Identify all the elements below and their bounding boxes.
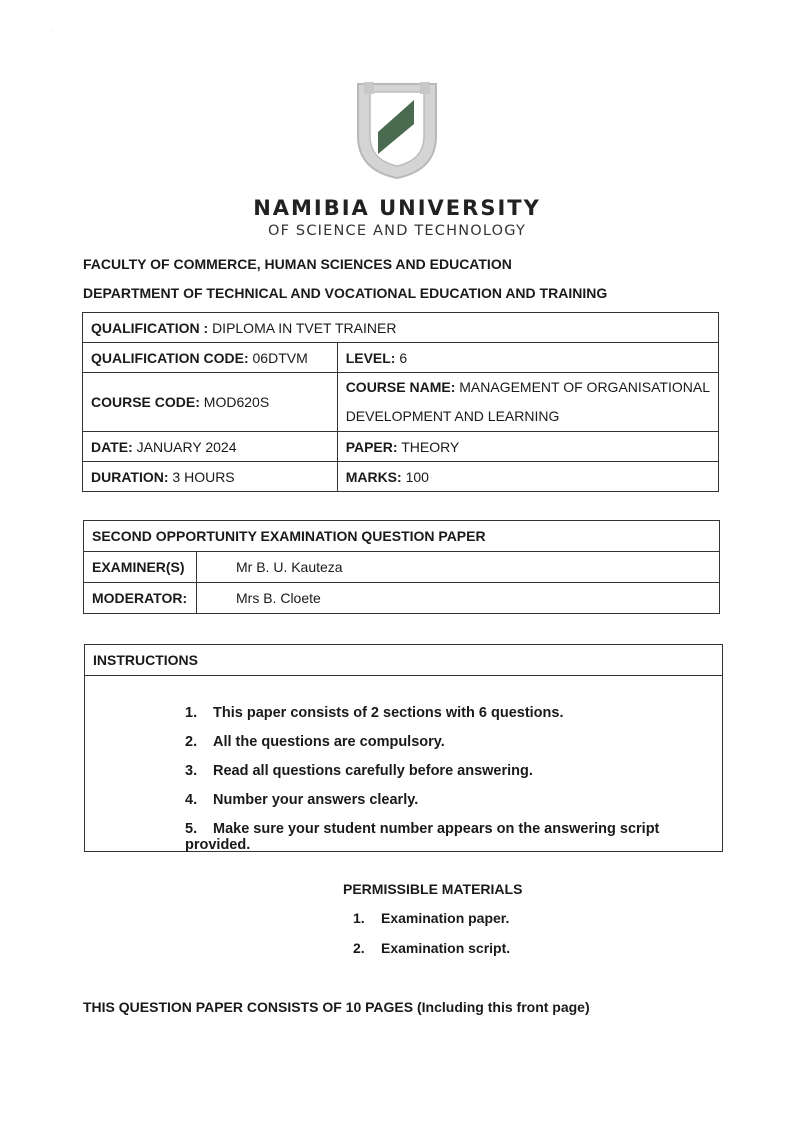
instructions-title: INSTRUCTIONS — [85, 645, 722, 676]
duration-marks-row — [83, 462, 719, 492]
marks-label: MARKS: — [345, 468, 402, 485]
qualification-value: DIPLOMA IN TVET TRAINER — [212, 319, 397, 336]
moderator-label: MODERATOR: — [84, 583, 197, 614]
duration-label: DURATION: — [91, 468, 169, 485]
university-name: NAMIBIA UNIVERSITY — [253, 196, 541, 220]
material-number: 1. — [353, 910, 365, 926]
instruction-text: Read all questions carefully before answering. — [213, 763, 533, 779]
qualification-code-cell — [83, 343, 338, 373]
material-item — [353, 910, 510, 940]
department-heading: DEPARTMENT OF TECHNICAL AND VOCATIONAL EDUCATION AND TRAINING — [83, 285, 608, 301]
examiner-row — [84, 552, 720, 583]
course-name-cell — [337, 373, 718, 432]
instruction-number: 4. — [185, 792, 198, 808]
date-label: DATE: — [91, 438, 133, 455]
course-code-value: MOD620S — [203, 394, 270, 410]
instruction-number: 3. — [185, 763, 198, 779]
code-level-row — [83, 343, 719, 373]
instructions-box — [84, 644, 723, 852]
moderator-value: Mrs B. Cloete — [197, 583, 720, 614]
material-text: Examination script. — [381, 940, 511, 956]
course-row — [83, 373, 719, 432]
permissible-materials-list — [353, 910, 510, 970]
examiner-value: Mr B. U. Kauteza — [197, 552, 720, 583]
material-number: 2. — [353, 940, 365, 956]
course-name-label: COURSE NAME: — [345, 379, 456, 395]
instructions-list — [185, 705, 722, 853]
marks-cell — [337, 462, 718, 492]
instruction-item — [185, 792, 722, 821]
instruction-text: This paper consists of 2 sections with 6 questions. — [213, 705, 564, 721]
date-value: JANUARY 2024 — [136, 438, 237, 455]
paper-cell — [337, 432, 718, 462]
scan-speck: · — [52, 28, 54, 34]
instruction-item — [185, 734, 722, 763]
paper-label: PAPER: — [345, 438, 398, 455]
exam-title-row — [84, 521, 720, 552]
paper-value: THEORY — [401, 438, 460, 455]
course-code-label: COURSE CODE: — [91, 394, 200, 410]
duration-cell — [83, 462, 338, 492]
material-text: Examination paper. — [381, 910, 510, 926]
qualification-code-label: QUALIFICATION CODE: — [91, 349, 249, 366]
moderator-row — [84, 583, 720, 614]
qualification-cell — [83, 313, 719, 343]
qualification-table — [82, 312, 719, 492]
instruction-number: 1. — [185, 705, 198, 721]
marks-value: 100 — [405, 468, 429, 485]
instruction-text: Make sure your student number appears on the answering script provided. — [185, 821, 660, 853]
exam-title: SECOND OPPORTUNITY EXAMINATION QUESTION PAPER — [84, 521, 720, 552]
course-name-value-line1: MANAGEMENT OF ORGANISATIONAL — [459, 379, 710, 395]
qualification-row — [83, 313, 719, 343]
level-value: 6 — [399, 349, 408, 366]
examination-table — [83, 520, 720, 614]
instruction-item — [185, 821, 722, 853]
date-paper-row — [83, 432, 719, 462]
level-cell — [337, 343, 718, 373]
instruction-text: Number your answers clearly. — [213, 792, 419, 808]
faculty-heading: FACULTY OF COMMERCE, HUMAN SCIENCES AND EDUCATION — [83, 256, 512, 272]
permissible-materials-title: PERMISSIBLE MATERIALS — [343, 881, 523, 897]
duration-value: 3 HOURS — [172, 468, 235, 485]
qualification-label: QUALIFICATION : — [91, 319, 209, 336]
course-code-cell — [83, 373, 338, 432]
instruction-number: 5. — [185, 821, 198, 837]
course-name-value-line2: DEVELOPMENT AND LEARNING — [345, 408, 560, 424]
instruction-number: 2. — [185, 734, 198, 750]
university-logo — [352, 78, 442, 180]
date-cell — [83, 432, 338, 462]
instruction-item — [185, 705, 722, 734]
university-subtitle: OF SCIENCE AND TECHNOLOGY — [267, 223, 527, 239]
level-label: LEVEL: — [345, 349, 396, 366]
material-item — [353, 940, 510, 970]
qualification-code-value: 06DTVM — [252, 349, 308, 366]
instruction-text: All the questions are compulsory. — [213, 734, 445, 750]
examiner-label: EXAMINER(S) — [84, 552, 197, 583]
instruction-item — [185, 763, 722, 792]
page-count-note: THIS QUESTION PAPER CONSISTS OF 10 PAGES (Including this front page) — [83, 999, 590, 1015]
